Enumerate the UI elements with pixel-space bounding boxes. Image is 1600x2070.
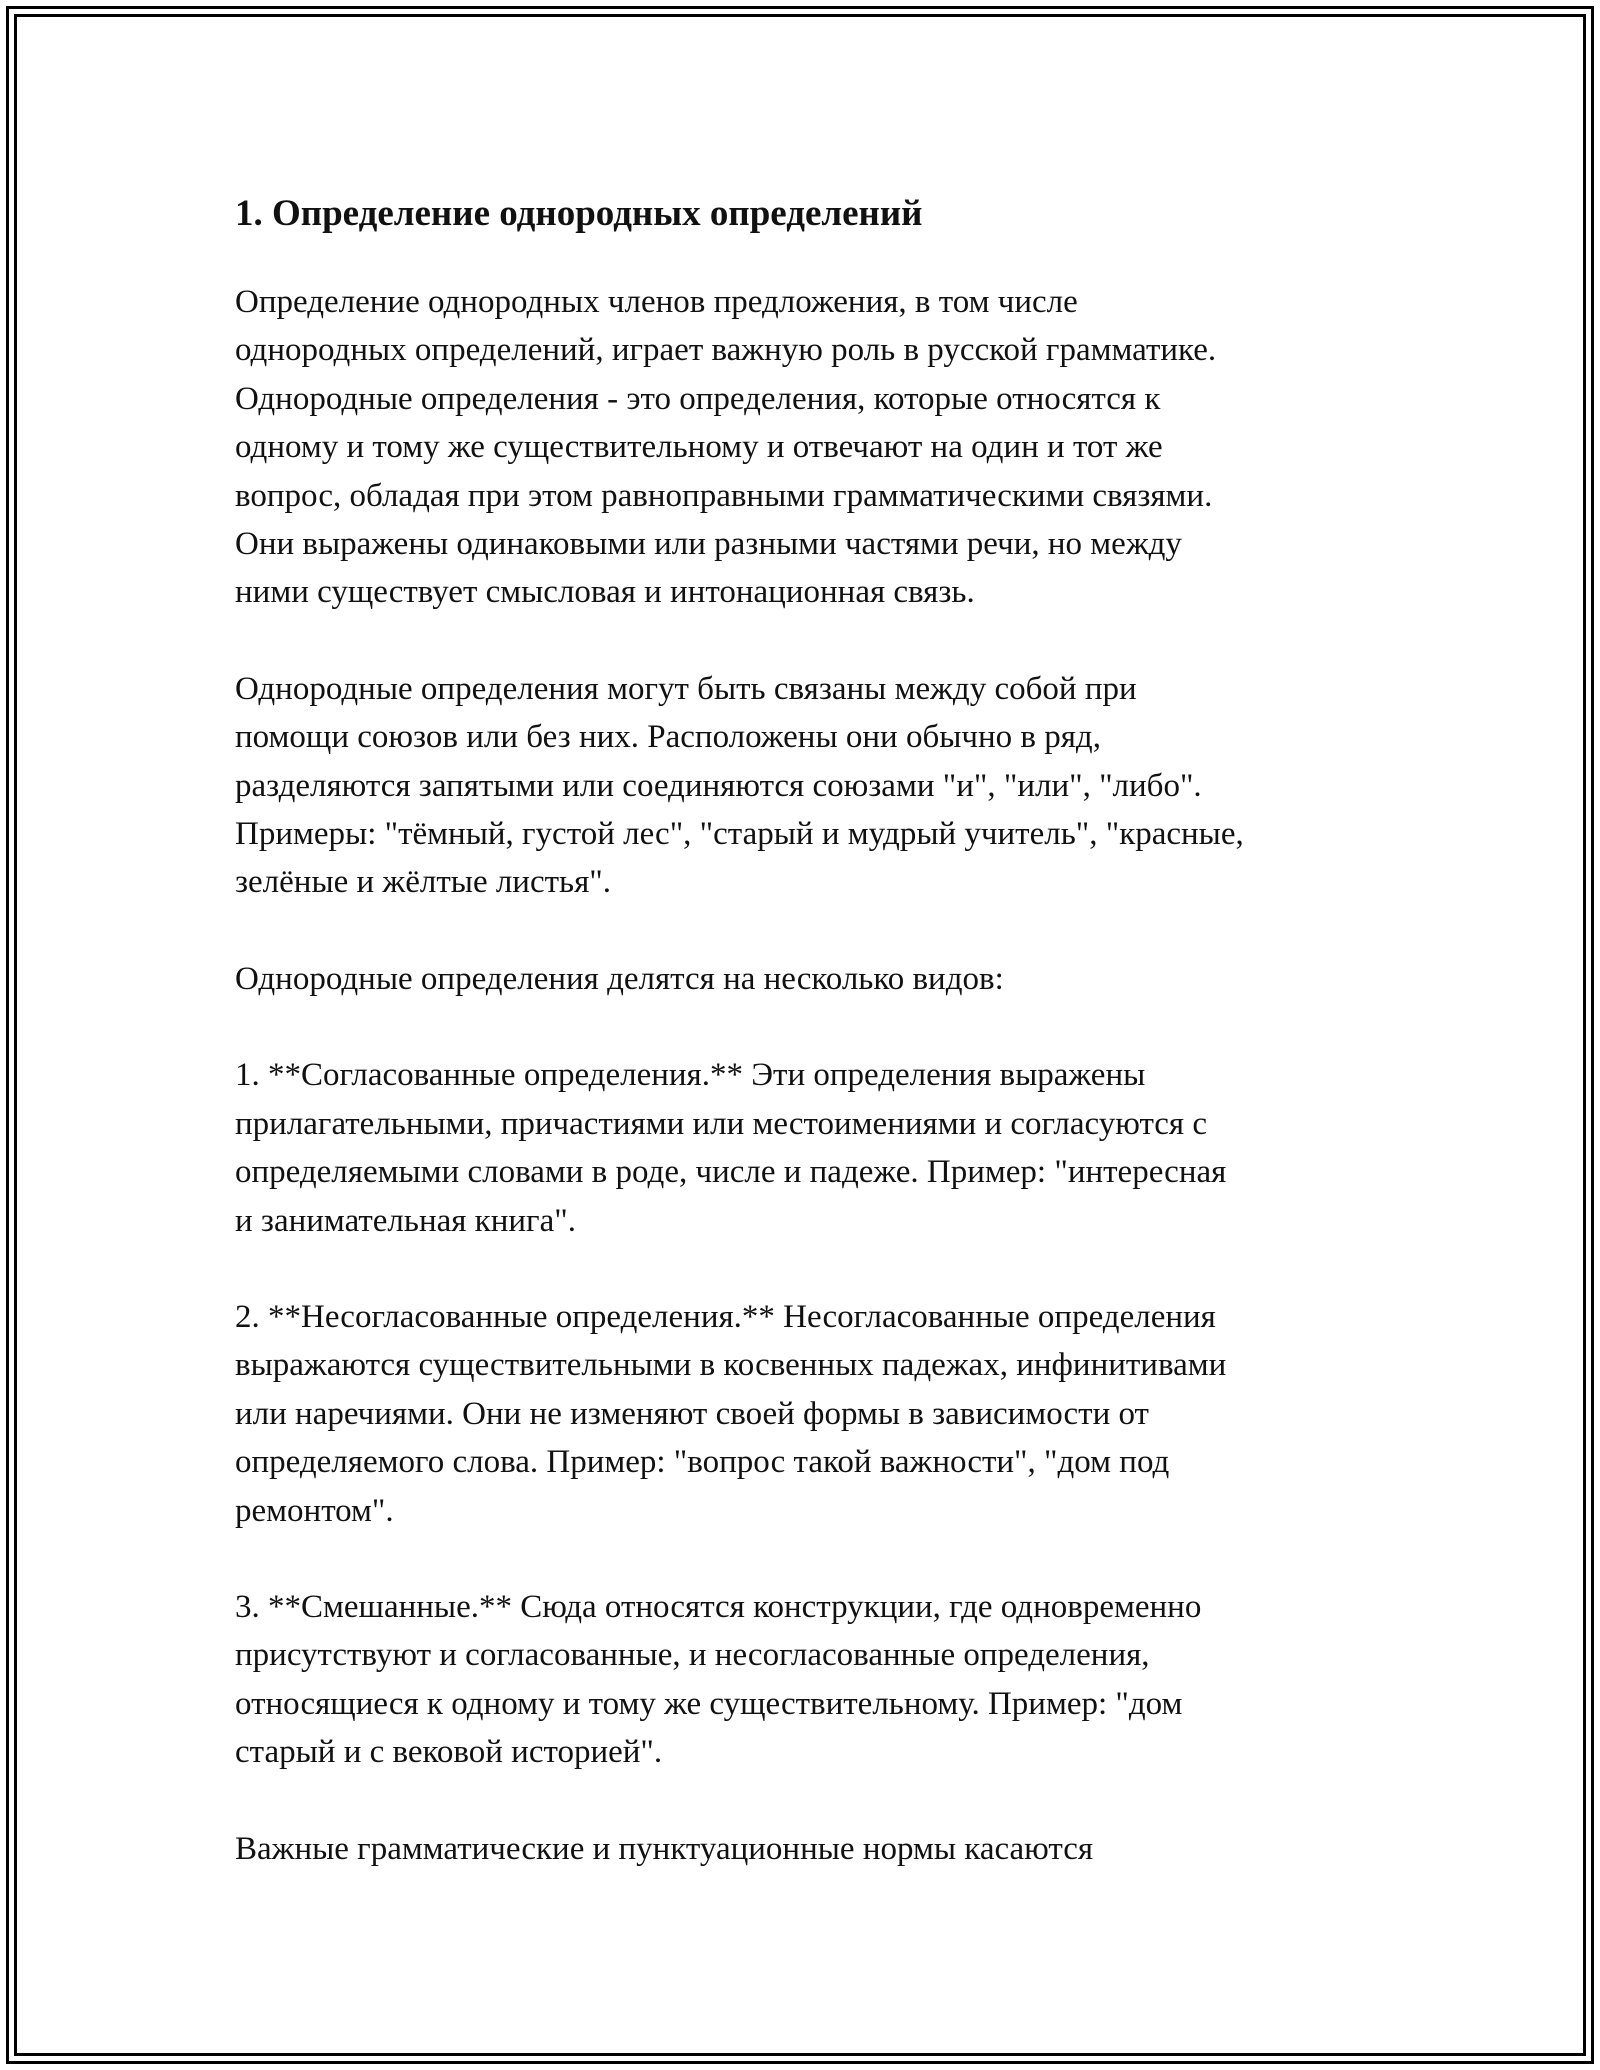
section-heading: 1. Определение однородных определений <box>235 193 923 234</box>
paragraph-norms: Важные грамматические и пунктуационные нормы касаются <box>235 1830 1094 1867</box>
paragraph-type-mixed: 3. **Смешанные.** Сюда относятся конструкции, где одновременно присутствуют и согласованные, и несогласованные определения, относящиеся к одному и тому же существительному. Пример: "дом старый и с вековой историей". <box>235 1588 1202 1771</box>
document-body <box>235 182 1375 1921</box>
paragraph-type-nonagreed: 2. **Несогласованные определения.** Несогласованные определения выражаются существительными в косвенных падежах, инфинитивами или наречиями. Они не изменяют своей формы в зависимости от определяемого слова. Пример: "вопрос такой важности", "дом под ремонтом". <box>235 1298 1227 1529</box>
paragraph-connection: Однородные определения могут быть связаны между собой при помощи союзов или без них. Расположены они обычно в ряд, разделяются запятыми или соединяются союзами "и", "или", "либо". Примеры: "тёмный, густой лес", "старый и мудрый учитель", "красные, зелёные и жёлтые листья". <box>235 670 1244 901</box>
paragraph-type-agreed: 1. **Согласованные определения.** Эти определения выражены прилагательными, причастиями или местоимениями и согласуются с определяемыми словами в роде, числе и падеже. Пример: "интересная и занимательная книга". <box>235 1057 1227 1239</box>
paragraph-types-intro: Однородные определения делятся на несколько видов: <box>235 960 1004 997</box>
paragraph-definition: Определение однородных членов предложения, в том числе однородных определений, играет важную роль в русской грамматике. Однородные определения - это определения, которые относятся к одному и тому же существительному и отвечают на один и тот же вопрос, обладая при этом равноправными грамматическими связями. Они выражены одинаковыми или разными частями речи, но между ними существует смысловая и интонационная связь. <box>235 284 1217 611</box>
